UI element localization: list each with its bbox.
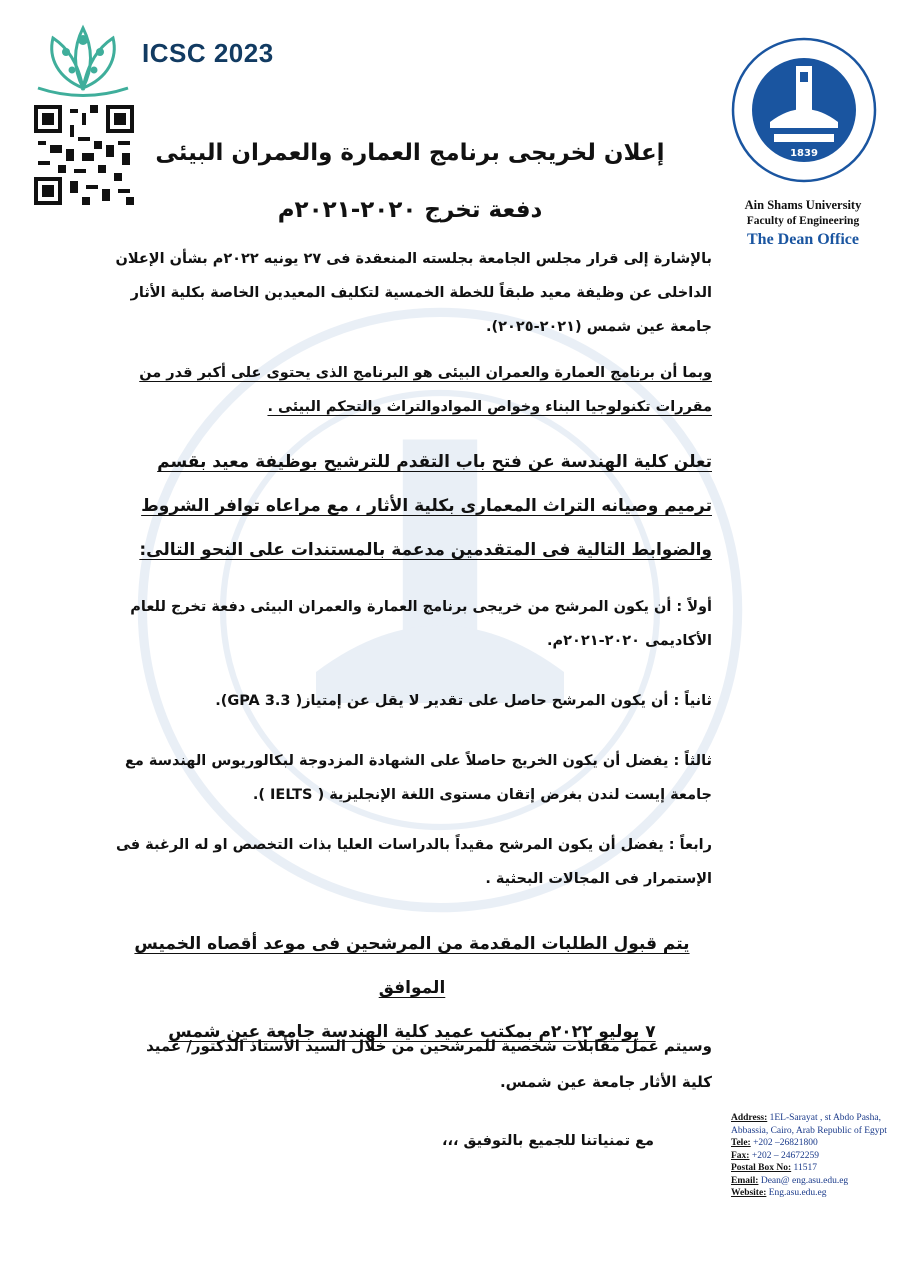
fax-line <box>731 1150 896 1163</box>
intro-paragraph: بالإشارة إلى قرار مجلس الجامعة بجلسته المنعقدة فى ٢٧ يونيه ٢٠٢٢م بشأن الإعلان الداخلى عن وظيفة معيد طبقاً للخطة الخمسية لتكليف المعيدين الخاصة بكلية الأثار جامعة عين شمس (٢٠٢١-٢٠٢٥). <box>115 251 712 335</box>
tel-label: Tele: <box>731 1138 751 1148</box>
address-label: Address: <box>731 1113 768 1123</box>
tel-value[interactable]: +202 –26821800 <box>753 1138 818 1148</box>
website-line <box>731 1187 896 1200</box>
tel-line <box>731 1137 896 1150</box>
deadline-line-2: ٧ يوليو ٢٠٢٢م بمكتب عميد كلية الهندسة جامعة عين شمس <box>168 1022 656 1042</box>
office-name: The Dean Office <box>747 231 859 248</box>
condition-item-3: ثالثاً : يفضل أن يكون الخريج حاصلاً على الشهادة المزدوجة لبكالوريوس الهندسة مع جامعة إيست لندن بغرض إتقان مستوى اللغة الإنجليزية ( IELTS ). <box>125 753 712 803</box>
condition-item-2: ثانياً : أن يكون المرشح حاصل على تقدير لا يقل عن إمتياز( GPA 3.3). <box>215 693 712 709</box>
pobox-label: Postal Box No: <box>731 1163 792 1173</box>
contact-address-block <box>731 1112 896 1200</box>
pobox-value: 11517 <box>793 1163 817 1173</box>
university-info <box>720 198 886 249</box>
conference-title: ICSC 2023 <box>142 38 274 68</box>
website-label: Website: <box>731 1188 767 1198</box>
conference-lotus-logo <box>28 18 138 98</box>
announcement-paragraph: تعلن كلية الهندسة عن فتح باب التقدم للترشيح بوظيفة معيد بقسم ترميم وصيانه التراث المعمارى بكلية الأثار ، مع مراعاه توافر الشروط والضوابط التالية فى المتقدمين مدعمة بالمستندات على النحو التالى: <box>139 452 712 560</box>
announcement-title: إعلان لخريجى برنامج العمارة والعمران البيئى <box>155 140 665 166</box>
condition-item-1: أولاً : أن يكون المرشح من خريجى برنامج العمارة والعمران البيئى دفعة تخرج للعام الأكاديمى ٢٠٢٠-٢٠٢١م. <box>130 599 712 649</box>
qr-code[interactable] <box>34 105 134 205</box>
fax-label: Fax: <box>731 1150 750 1161</box>
program-paragraph: وبما أن برنامج العمارة والعمران البيئى هو البرنامج الذى يحتوى على أكبر قدر من مقررات تكنولوجيا البناء وخواص الموادوالتراث والتحكم البيئى . <box>139 365 712 415</box>
email-line <box>731 1175 896 1188</box>
fax-value: +202 – 24672259 <box>751 1150 819 1161</box>
email-label: Email: <box>731 1175 759 1186</box>
university-name: Ain Shams University <box>744 198 862 212</box>
seal-year: 1839 <box>790 148 818 159</box>
address-value: 1EL-Sarayat , st Abdo Pasha, Abbassia, Cairo, Arab Republic of Egypt <box>731 1113 887 1136</box>
condition-item-4: رابعاً : يفضل أن يكون المرشح مقيداً بالدراسات العليا بذات التخصص او له الرغبة فى الإستمرار فى المجالات البحثية . <box>115 837 712 887</box>
interviews-paragraph: وسيتم عمل مقابلات شخصية للمرشحين من خلال السيد الأستاذ الدكتور/ عميد كلية الأثار جامعة عين شمس. <box>146 1037 712 1091</box>
website-link[interactable]: Eng.asu.edu.eg <box>768 1188 827 1198</box>
address-line <box>731 1112 896 1137</box>
deadline-line-1: يتم قبول الطلبات المقدمة من المرشحين فى موعد أقصاه الخميس الموافق <box>134 934 690 998</box>
closing-wishes: مع تمنياتنا للجميع بالتوفيق ،،، <box>441 1133 654 1149</box>
pobox-line <box>731 1162 896 1175</box>
faculty-name: Faculty of Engineering <box>746 215 860 227</box>
faculty-seal-logo <box>730 36 878 184</box>
email-link[interactable]: Dean@ eng.asu.edu.eg <box>760 1175 849 1186</box>
announcement-subtitle: دفعة تخرج ٢٠٢٠-٢٠٢١م <box>277 197 543 223</box>
